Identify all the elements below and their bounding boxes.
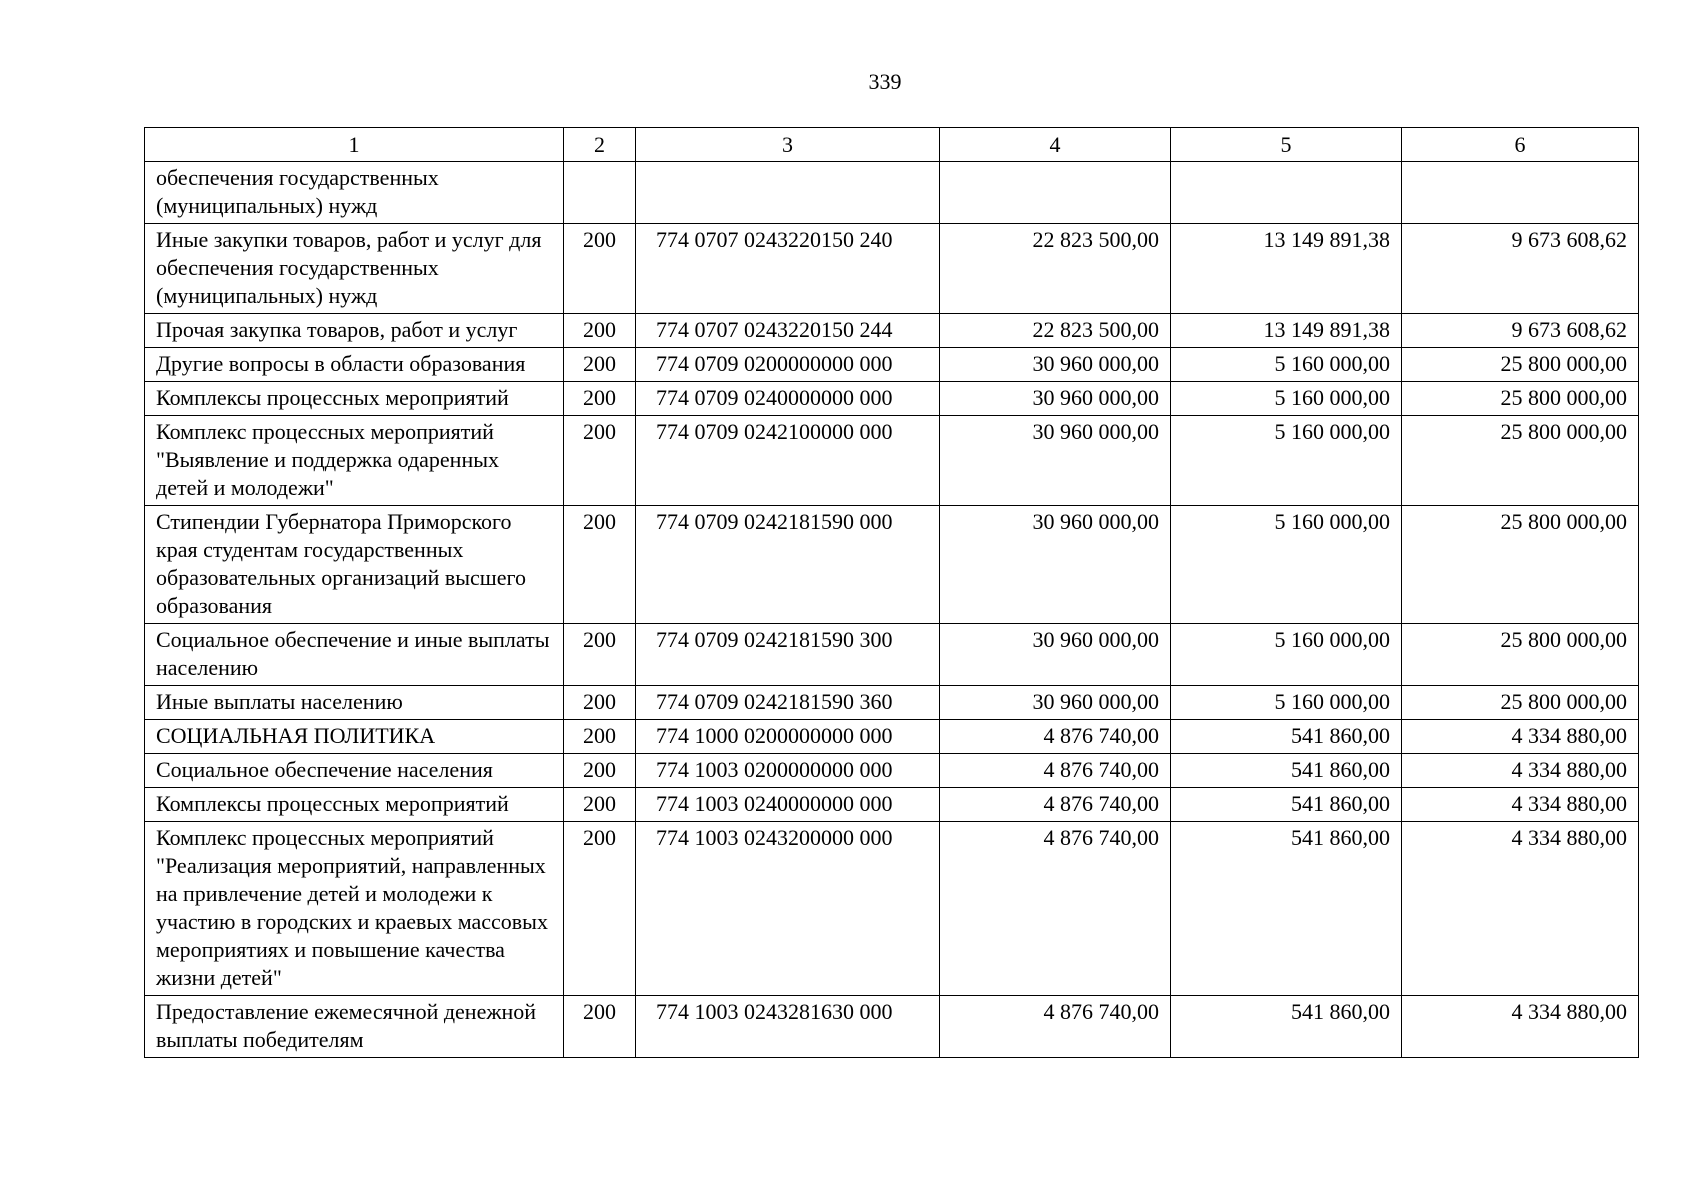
cell-code: 200 [564, 822, 636, 996]
cell-name: Стипендии Губернатора Приморского края студентам государственных образовательных организаций высшего образования [145, 506, 564, 624]
cell-executed: 5 160 000,00 [1171, 506, 1402, 624]
cell-approved: 4 876 740,00 [940, 996, 1171, 1058]
cell-name: Социальное обеспечение населения [145, 754, 564, 788]
cell-unexecuted: 4 334 880,00 [1402, 788, 1639, 822]
cell-approved: 4 876 740,00 [940, 788, 1171, 822]
cell-executed: 13 149 891,38 [1171, 224, 1402, 314]
cell-name: Иные выплаты населению [145, 686, 564, 720]
cell-code: 200 [564, 416, 636, 506]
cell-classification [636, 162, 940, 224]
cell-executed: 5 160 000,00 [1171, 348, 1402, 382]
cell-name: Прочая закупка товаров, работ и услуг [145, 314, 564, 348]
column-header-3: 3 [636, 128, 940, 162]
cell-classification: 774 0709 0200000000 000 [636, 348, 940, 382]
table-row [145, 822, 1639, 996]
cell-executed: 541 860,00 [1171, 754, 1402, 788]
cell-executed: 5 160 000,00 [1171, 624, 1402, 686]
table-row [145, 720, 1639, 754]
cell-executed: 13 149 891,38 [1171, 314, 1402, 348]
cell-name: Комплексы процессных мероприятий [145, 382, 564, 416]
cell-unexecuted: 4 334 880,00 [1402, 720, 1639, 754]
cell-unexecuted: 9 673 608,62 [1402, 314, 1639, 348]
table-row [145, 314, 1639, 348]
cell-name: обеспечения государственных (муниципальных) нужд [145, 162, 564, 224]
budget-table [144, 127, 1639, 1058]
table-row [145, 686, 1639, 720]
cell-classification: 774 0709 0242181590 360 [636, 686, 940, 720]
table-row [145, 754, 1639, 788]
cell-unexecuted: 25 800 000,00 [1402, 382, 1639, 416]
cell-classification: 774 1003 0200000000 000 [636, 754, 940, 788]
cell-executed: 541 860,00 [1171, 720, 1402, 754]
table-row [145, 382, 1639, 416]
table-header-row [145, 128, 1639, 162]
table-row [145, 788, 1639, 822]
cell-classification: 774 0709 0242100000 000 [636, 416, 940, 506]
cell-name: Комплексы процессных мероприятий [145, 788, 564, 822]
cell-approved: 30 960 000,00 [940, 624, 1171, 686]
cell-unexecuted: 9 673 608,62 [1402, 224, 1639, 314]
cell-approved: 30 960 000,00 [940, 348, 1171, 382]
column-header-4: 4 [940, 128, 1171, 162]
table-row [145, 162, 1639, 224]
column-header-5: 5 [1171, 128, 1402, 162]
cell-approved: 4 876 740,00 [940, 754, 1171, 788]
cell-code: 200 [564, 720, 636, 754]
cell-code: 200 [564, 348, 636, 382]
cell-code: 200 [564, 996, 636, 1058]
cell-classification: 774 1000 0200000000 000 [636, 720, 940, 754]
cell-code: 200 [564, 382, 636, 416]
cell-unexecuted: 4 334 880,00 [1402, 754, 1639, 788]
cell-executed: 5 160 000,00 [1171, 686, 1402, 720]
table-row [145, 506, 1639, 624]
page-number: 339 [868, 69, 902, 94]
table-row [145, 416, 1639, 506]
cell-unexecuted: 4 334 880,00 [1402, 996, 1639, 1058]
cell-name: Комплекс процессных мероприятий "Реализация мероприятий, направленных на привлечение детей и молодежи к участию в городских и краевых массовых мероприятиях и повышение качества жизни детей" [145, 822, 564, 996]
cell-unexecuted: 25 800 000,00 [1402, 348, 1639, 382]
cell-classification: 774 1003 0240000000 000 [636, 788, 940, 822]
cell-executed: 541 860,00 [1171, 822, 1402, 996]
cell-code: 200 [564, 506, 636, 624]
cell-executed: 5 160 000,00 [1171, 416, 1402, 506]
cell-approved: 4 876 740,00 [940, 720, 1171, 754]
table-row [145, 224, 1639, 314]
table-row [145, 348, 1639, 382]
cell-code: 200 [564, 314, 636, 348]
cell-classification: 774 0709 0242181590 000 [636, 506, 940, 624]
cell-executed [1171, 162, 1402, 224]
cell-approved [940, 162, 1171, 224]
cell-code: 200 [564, 788, 636, 822]
cell-code: 200 [564, 224, 636, 314]
table-row [145, 996, 1639, 1058]
table-row [145, 624, 1639, 686]
cell-name: Социальное обеспечение и иные выплаты населению [145, 624, 564, 686]
cell-approved: 30 960 000,00 [940, 686, 1171, 720]
cell-approved: 22 823 500,00 [940, 314, 1171, 348]
cell-approved: 22 823 500,00 [940, 224, 1171, 314]
cell-classification: 774 0709 0240000000 000 [636, 382, 940, 416]
cell-code: 200 [564, 686, 636, 720]
cell-name: Предоставление ежемесячной денежной выплаты победителям [145, 996, 564, 1058]
cell-name: Комплекс процессных мероприятий "Выявление и поддержка одаренных детей и молодежи" [145, 416, 564, 506]
column-header-6: 6 [1402, 128, 1639, 162]
column-header-2: 2 [564, 128, 636, 162]
cell-name: СОЦИАЛЬНАЯ ПОЛИТИКА [145, 720, 564, 754]
cell-approved: 30 960 000,00 [940, 416, 1171, 506]
cell-unexecuted: 4 334 880,00 [1402, 822, 1639, 996]
cell-name: Иные закупки товаров, работ и услуг для обеспечения государственных (муниципальных) нужд [145, 224, 564, 314]
cell-approved: 30 960 000,00 [940, 382, 1171, 416]
cell-unexecuted: 25 800 000,00 [1402, 416, 1639, 506]
cell-executed: 541 860,00 [1171, 788, 1402, 822]
column-header-1: 1 [145, 128, 564, 162]
cell-approved: 30 960 000,00 [940, 506, 1171, 624]
cell-classification: 774 0707 0243220150 240 [636, 224, 940, 314]
cell-name: Другие вопросы в области образования [145, 348, 564, 382]
cell-executed: 5 160 000,00 [1171, 382, 1402, 416]
cell-classification: 774 1003 0243200000 000 [636, 822, 940, 996]
cell-classification: 774 1003 0243281630 000 [636, 996, 940, 1058]
cell-code [564, 162, 636, 224]
cell-unexecuted: 25 800 000,00 [1402, 506, 1639, 624]
cell-unexecuted: 25 800 000,00 [1402, 686, 1639, 720]
cell-unexecuted [1402, 162, 1639, 224]
cell-code: 200 [564, 754, 636, 788]
cell-classification: 774 0707 0243220150 244 [636, 314, 940, 348]
cell-executed: 541 860,00 [1171, 996, 1402, 1058]
cell-classification: 774 0709 0242181590 300 [636, 624, 940, 686]
cell-code: 200 [564, 624, 636, 686]
cell-unexecuted: 25 800 000,00 [1402, 624, 1639, 686]
cell-approved: 4 876 740,00 [940, 822, 1171, 996]
